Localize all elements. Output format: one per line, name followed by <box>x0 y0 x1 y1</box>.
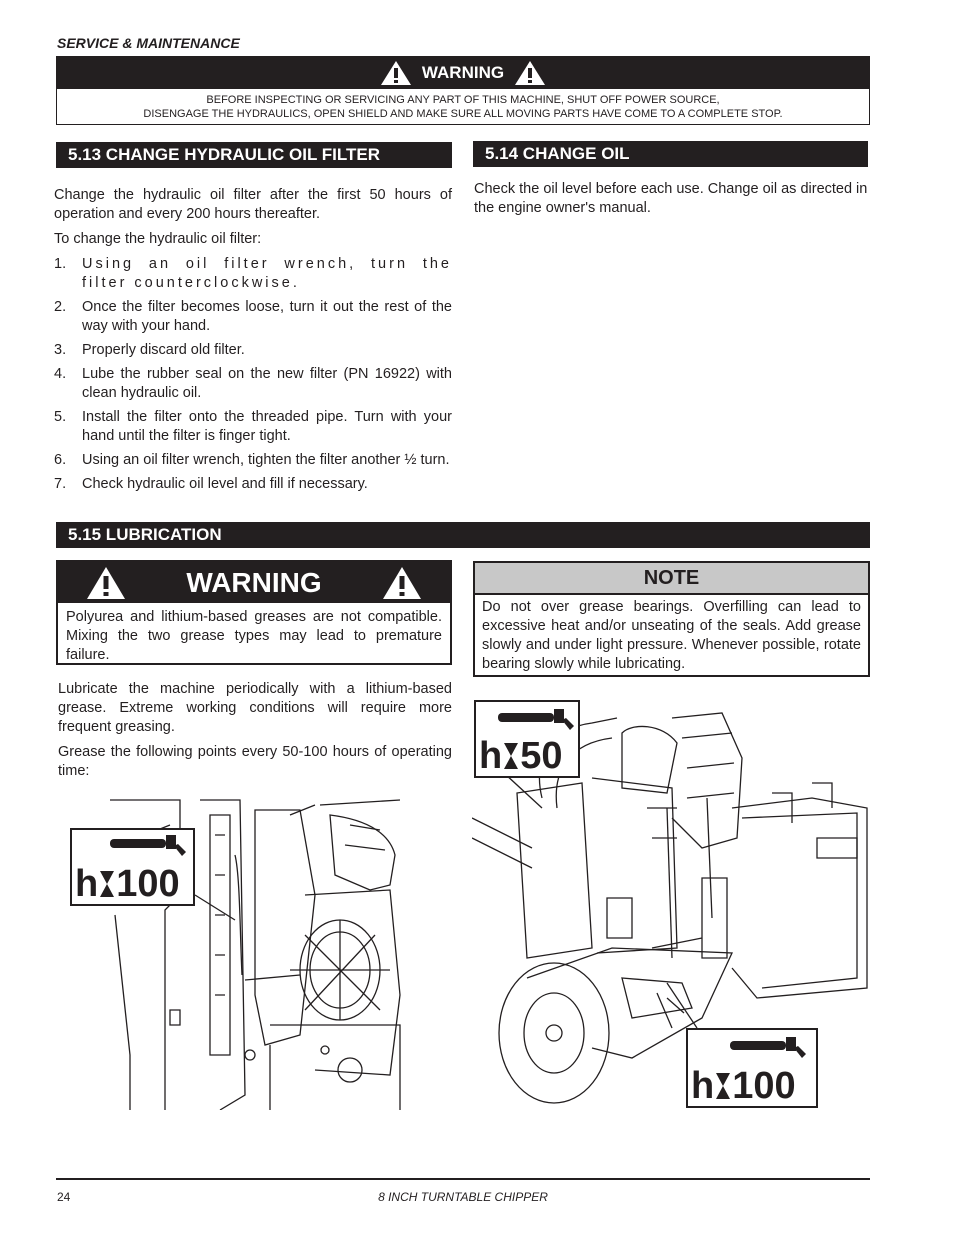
section-5-13-intro: Change the hydraulic oil filter after the first 50 hours of operation and every 200 hours thereafter. <box>54 187 452 222</box>
filter-steps-list <box>54 255 452 499</box>
hour-interval-value: h 100 <box>691 1065 796 1107</box>
top-warning-text <box>57 89 869 121</box>
note-title: NOTE <box>475 563 868 595</box>
page-number: 24 <box>57 1190 71 1204</box>
warning-triangle-icon <box>382 566 422 600</box>
grease-gun-icon <box>496 706 576 732</box>
hour-interval-label <box>70 828 195 906</box>
note-box <box>473 561 870 677</box>
hour-interval-value: h 50 <box>479 735 563 777</box>
list-item: 6. Using an oil filter wrench, tighten the filter another ½ turn. <box>54 452 450 468</box>
list-item: 4. Lube the rubber seal on the new filter (PN 16922) with clean hydraulic oil. <box>54 366 452 401</box>
section-5-14-text: Check the oil level before each use. Change oil as directed in the engine owner's manual. <box>474 181 868 216</box>
list-item: 7. Check hydraulic oil level and fill if necessary. <box>54 476 368 492</box>
section-5-13-lead: To change the hydraulic oil filter: <box>54 231 262 247</box>
top-warning-line2: DISENGAGE THE HYDRAULICS, OPEN SHIELD AND MAKE SURE ALL MOVING PARTS HAVE COME TO A COMPLETE STOP. <box>143 108 783 120</box>
left-grease-figure <box>70 795 406 1110</box>
grease-gun-icon <box>728 1034 808 1060</box>
section-5-15-heading: 5.15 LUBRICATION <box>56 522 870 548</box>
list-item: 5. Install the filter onto the threaded pipe. Turn with your hand until the filter is finger tight. <box>54 409 452 444</box>
running-head: SERVICE & MAINTENANCE <box>57 35 240 51</box>
top-warning-title: WARNING <box>421 63 505 82</box>
warning-triangle-icon <box>514 60 546 86</box>
lubrication-warning-box <box>56 560 452 665</box>
lubrication-warning-title: WARNING <box>186 566 322 598</box>
top-warning-header <box>57 57 869 89</box>
footer-title: 8 INCH TURNTABLE CHIPPER <box>378 1190 548 1204</box>
grease-gun-icon <box>108 832 188 858</box>
footer-rule <box>56 1178 870 1180</box>
top-warning-box <box>56 56 870 125</box>
section-5-14-heading: 5.14 CHANGE OIL <box>473 141 868 167</box>
lubrication-para-2: Grease the following points every 50-100 hours of operating time: <box>58 744 452 779</box>
list-item: 3. Properly discard old filter. <box>54 342 245 358</box>
hour-interval-label <box>474 700 580 778</box>
list-item: 2. Once the filter becomes loose, turn it out the rest of the way with your hand. <box>54 299 452 334</box>
hourglass-icon <box>714 1071 732 1101</box>
hour-interval-label <box>686 1028 818 1108</box>
hourglass-icon <box>502 741 520 771</box>
hourglass-icon <box>98 869 116 899</box>
warning-triangle-icon <box>380 60 412 86</box>
section-5-13-heading: 5.13 CHANGE HYDRAULIC OIL FILTER <box>56 142 452 168</box>
lubrication-warning-text: Polyurea and lithium-based greases are not compatible. Mixing the two grease types may lead to premature failure. <box>66 609 442 663</box>
hour-interval-value: h 100 <box>75 863 180 905</box>
right-grease-figure <box>472 698 872 1110</box>
warning-triangle-icon <box>86 566 126 600</box>
lubrication-warning-header <box>58 562 450 603</box>
lubrication-para-1: Lubricate the machine periodically with a lithium-based grease. Extreme working conditions will require more frequent greasing. <box>58 681 452 735</box>
list-item: 1. Using an oil filter wrench, turn the filter counterclockwise. <box>54 256 452 291</box>
top-warning-line1: BEFORE INSPECTING OR SERVICING ANY PART OF THIS MACHINE, SHUT OFF POWER SOURCE, <box>206 94 720 106</box>
note-text: Do not over grease bearings. Overfilling can lead to excessive heat and/or unseating of the seals. Add grease slowly and under light pressure. Whenever possible, rotate bearing slowly while lubricating. <box>482 599 861 672</box>
